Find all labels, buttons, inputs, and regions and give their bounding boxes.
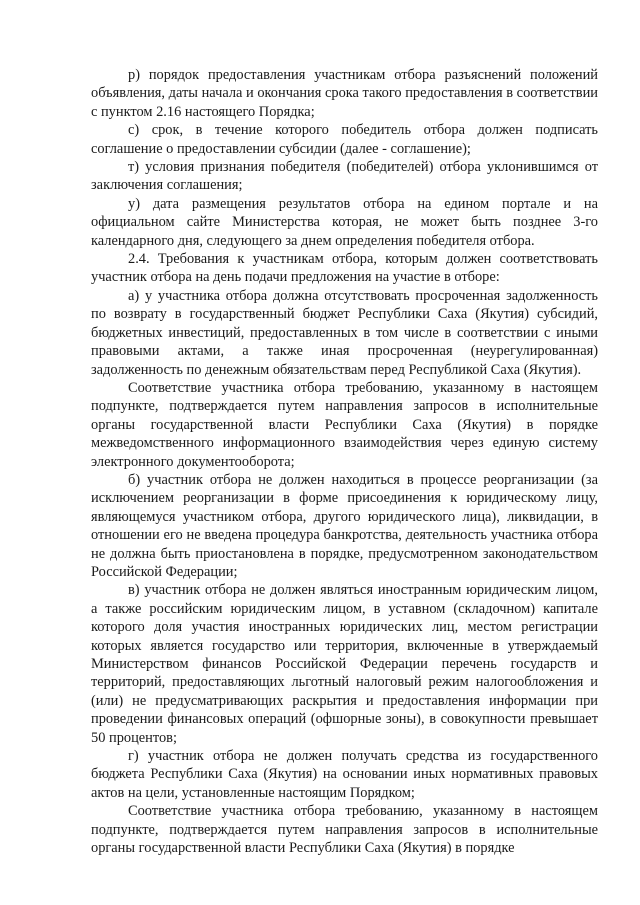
paragraph-2-4: 2.4. Требования к участникам отбора, которым должен соответствовать участник отбора на день подачи предложения на участие в отборе:: [91, 251, 598, 286]
paragraph-a: а) у участника отбора должна отсутствовать просроченная задолженность по возврату в государственный бюджет Республики Саха (Якутия) субсидий, бюджетных инвестиций, предоставленных в том числе в соответствии с иными правовыми актами, а также иная просроченная (неурегулированная) задолженность по денежным обязательствам перед Республикой Саха (Якутия).: [91, 287, 598, 378]
paragraph-g: г) участник отбора не должен получать средства из государственного бюджета Республики Саха (Якутия) на основании иных нормативных правовых актов на цели, установленные настоящим Порядком;: [91, 748, 598, 801]
paragraph-v: в) участник отбора не должен являться иностранным юридическим лицом, а также российским юридическим лицом, в уставном (складочном) капитале которого доля участия иностранных юридических лиц, местом регистрации которых является государство или территория, включенные в утверждаемый Министерством финансов Российской Федерации перечень государств и территорий, предоставляющих льготный налоговый режим налогообложения и (или) не предусматривающих раскрытия и предоставления информации при проведении финансовых операций (офшорные зоны), в совокупности превышает 50 процентов;: [91, 582, 598, 746]
paragraph-compliance-1: Соответствие участника отбора требованию, указанному в настоящем подпункте, подтверждается путем направления запросов в исполнительные органы государственной власти Республики Саха (Якутия) в порядке межведомственного информационного взаимодействия через единую систему электронного документооборота;: [91, 379, 598, 470]
paragraph-compliance-2: Соответствие участника отбора требованию, указанному в настоящем подпункте, подтверждается путем направления запросов в исполнительные органы государственной власти Республики Саха (Якутия) в порядке: [91, 803, 598, 857]
paragraph-s: с) срок, в течение которого победитель отбора должен подписать соглашение о предоставлении субсидии (далее - соглашение);: [91, 122, 598, 157]
document-body: [91, 66, 598, 857]
paragraph-b: б) участник отбора не должен находиться в процессе реорганизации (за исключением реорганизации в форме присоединения к юридическому лицу, являющемуся участником отбора, другого юридического лица), ликвидации, в отношении его не введена процедура банкротства, деятельность участника отбора не должна быть приостановлена в порядке, предусмотренном законодательством Российской Федерации;: [91, 471, 598, 580]
paragraph-u: у) дата размещения результатов отбора на едином портале и на официальном сайте Министерства которая, не может быть позднее 3-го календарного дня, следующего за днем определения победителя отбора.: [91, 195, 598, 249]
paragraph-r: р) порядок предоставления участникам отбора разъяснений положений объявления, даты начала и окончания срока такого предоставления в соответствии с пунктом 2.16 настоящего Порядка;: [91, 67, 598, 120]
paragraph-t: т) условия признания победителя (победителей) отбора уклонившимся от заключения соглашения;: [91, 159, 598, 194]
